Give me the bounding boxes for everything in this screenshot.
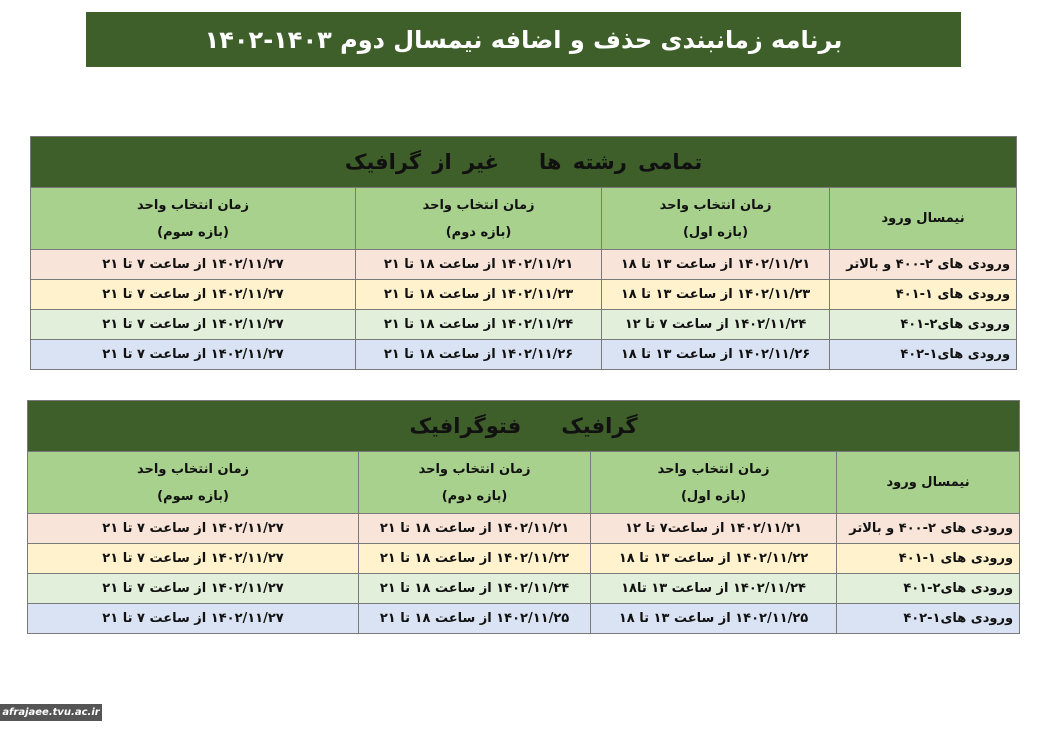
entry-cell: ورودی های ۱-۴۰۱ [830,280,1017,310]
section-title-part1: گرافیک [561,414,638,438]
third-period-cell: ۱۴۰۲/۱۱/۲۷ از ساعت ۷ تا ۲۱ [31,310,356,340]
section-title-part1: تمامی رشته ها [539,150,703,174]
third-period-cell: ۱۴۰۲/۱۱/۲۷ از ساعت ۷ تا ۲۱ [28,604,359,634]
table-row [28,544,1020,574]
section-title [28,401,1020,452]
header-sublabel: (بازه دوم) [441,488,508,504]
table-row [28,574,1020,604]
schedule-table-graphics [27,400,1020,634]
second-period-cell: ۱۴۰۲/۱۱/۲۱ از ساعت ۱۸ تا ۲۱ [356,250,602,280]
header-second-period [359,452,591,514]
second-period-cell: ۱۴۰۲/۱۱/۲۳ از ساعت ۱۸ تا ۲۱ [356,280,602,310]
header-entry: نیمسال ورود [830,188,1017,250]
header-label: زمان انتخاب واحد [137,197,249,213]
header-sublabel: (بازه اول) [682,224,749,240]
page-title: برنامه زمانبندی حذف و اضافه نیمسال دوم ۱۴۰۳-۱۴۰۲ [86,12,961,67]
third-period-cell: ۱۴۰۲/۱۱/۲۷ از ساعت ۷ تا ۲۱ [31,250,356,280]
header-sublabel: (بازه سوم) [157,488,229,504]
watermark: afrajaee.tvu.ac.ir [0,704,102,721]
first-period-cell: ۱۴۰۲/۱۱/۲۳ از ساعت ۱۳ تا ۱۸ [602,280,830,310]
entry-cell: ورودی های۱-۴۰۲ [837,604,1020,634]
first-period-cell: ۱۴۰۲/۱۱/۲۴ از ساعت ۷ تا ۱۲ [602,310,830,340]
entry-cell: ورودی های۲-۴۰۱ [830,310,1017,340]
entry-cell: ورودی های ۲-۴۰۰ و بالاتر [830,250,1017,280]
table-row [28,514,1020,544]
header-first-period [602,188,830,250]
table-row [31,250,1017,280]
first-period-cell: ۱۴۰۲/۱۱/۲۵ از ساعت ۱۳ تا ۱۸ [591,604,837,634]
second-period-cell: ۱۴۰۲/۱۱/۲۲ از ساعت ۱۸ تا ۲۱ [359,544,591,574]
second-period-cell: ۱۴۰۲/۱۱/۲۴ از ساعت ۱۸ تا ۲۱ [356,310,602,340]
header-sublabel: (بازه دوم) [445,224,512,240]
header-label: زمان انتخاب واحد [422,197,535,213]
section-title-part2: غیر از گرافیک [344,150,500,174]
header-label: زمان انتخاب واحد [137,461,249,477]
second-period-cell: ۱۴۰۲/۱۱/۲۴ از ساعت ۱۸ تا ۲۱ [359,574,591,604]
second-period-cell: ۱۴۰۲/۱۱/۲۶ از ساعت ۱۸ تا ۲۱ [356,340,602,370]
third-period-cell: ۱۴۰۲/۱۱/۲۷ از ساعت ۷ تا ۲۱ [31,280,356,310]
entry-cell: ورودی های۲-۴۰۱ [837,574,1020,604]
entry-cell: ورودی های ۲-۴۰۰ و بالاتر [837,514,1020,544]
third-period-cell: ۱۴۰۲/۱۱/۲۷ از ساعت ۷ تا ۲۱ [28,544,359,574]
first-period-cell: ۱۴۰۲/۱۱/۲۲ از ساعت ۱۳ تا ۱۸ [591,544,837,574]
first-period-cell: ۱۴۰۲/۱۱/۲۶ از ساعت ۱۳ تا ۱۸ [602,340,830,370]
third-period-cell: ۱۴۰۲/۱۱/۲۷ از ساعت ۷ تا ۲۱ [28,514,359,544]
first-period-cell: ۱۴۰۲/۱۱/۲۴ از ساعت ۱۳ تا۱۸ [591,574,837,604]
first-period-cell: ۱۴۰۲/۱۱/۲۱ از ساعت۷ تا ۱۲ [591,514,837,544]
entry-cell: ورودی های ۱-۴۰۱ [837,544,1020,574]
header-label: زمان انتخاب واحد [659,197,772,213]
section-title [31,137,1017,188]
header-third-period [28,452,359,514]
header-third-period [31,188,356,250]
header-first-period [591,452,837,514]
header-label: زمان انتخاب واحد [418,461,531,477]
table-row [31,340,1017,370]
schedule-table-all-majors [30,136,1017,370]
table-row [28,604,1020,634]
third-period-cell: ۱۴۰۲/۱۱/۲۷ از ساعت ۷ تا ۲۱ [28,574,359,604]
header-sublabel: (بازه اول) [680,488,747,504]
second-period-cell: ۱۴۰۲/۱۱/۲۱ از ساعت ۱۸ تا ۲۱ [359,514,591,544]
second-period-cell: ۱۴۰۲/۱۱/۲۵ از ساعت ۱۸ تا ۲۱ [359,604,591,634]
entry-cell: ورودی های۱-۴۰۲ [830,340,1017,370]
first-period-cell: ۱۴۰۲/۱۱/۲۱ از ساعت ۱۳ تا ۱۸ [602,250,830,280]
header-label: زمان انتخاب واحد [657,461,770,477]
header-second-period [356,188,602,250]
third-period-cell: ۱۴۰۲/۱۱/۲۷ از ساعت ۷ تا ۲۱ [31,340,356,370]
section-title-part2: فتوگرافیک [409,414,522,438]
table-row [31,310,1017,340]
header-entry: نیمسال ورود [837,452,1020,514]
table-row [31,280,1017,310]
header-sublabel: (بازه سوم) [157,224,229,240]
